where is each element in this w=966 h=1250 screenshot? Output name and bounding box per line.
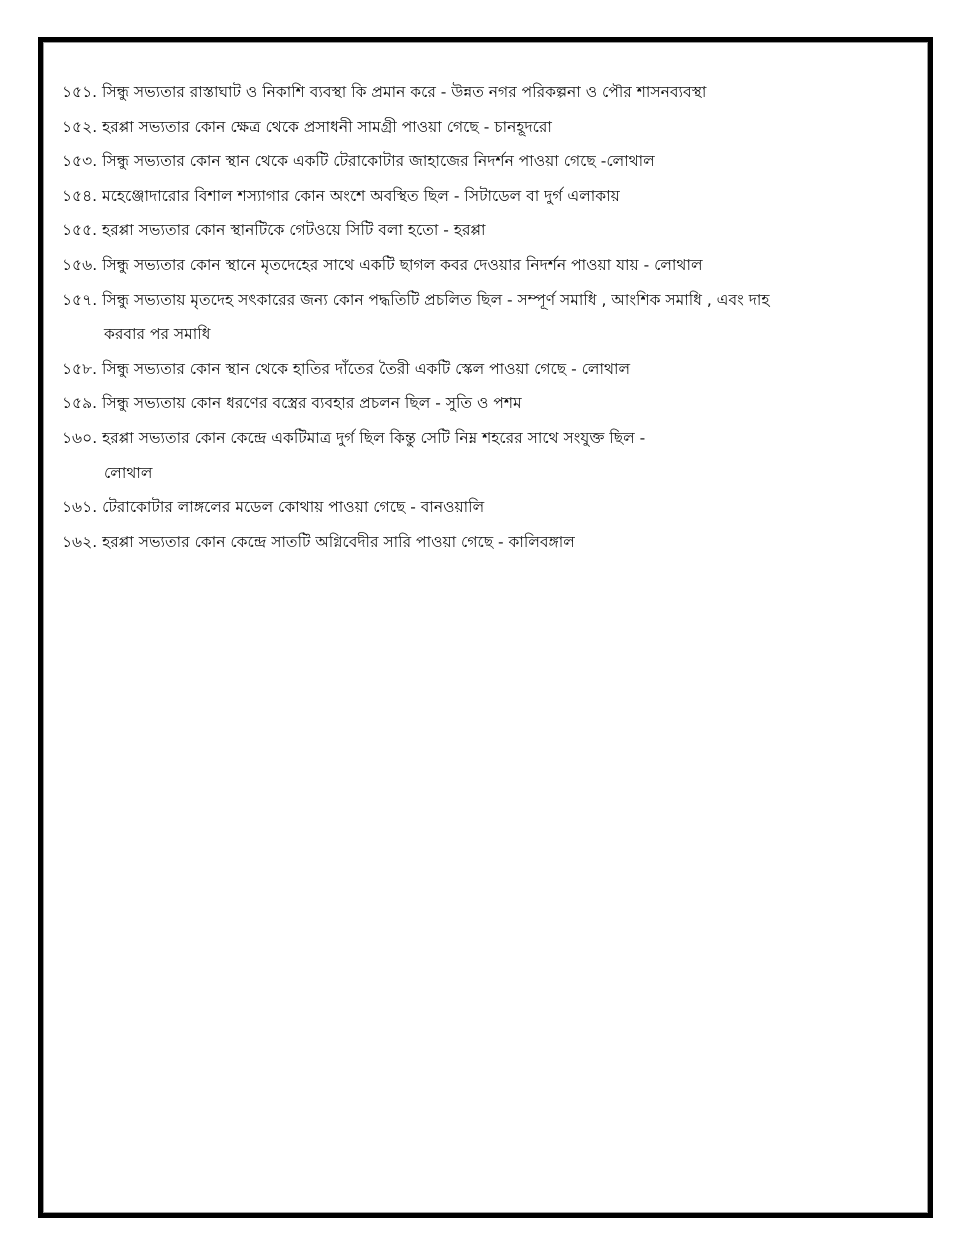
list-item <box>62 75 902 110</box>
list-item <box>62 179 902 214</box>
list-item <box>62 283 902 352</box>
item-text-continuation: লোথাল <box>104 463 153 482</box>
list-item <box>62 386 902 421</box>
item-number: ১৫৭. <box>62 290 98 309</box>
item-number: ১৬২. <box>62 532 98 551</box>
item-text: সিন্ধু সভ্যতার কোন স্থান থেকে হাতির দাঁতের তৈরী একটি স্কেল পাওয়া গেছে - লোথাল <box>102 359 631 378</box>
list-item <box>62 525 902 560</box>
item-number: ১৫৪. <box>62 186 98 205</box>
item-text: টেরাকোটার লাঙ্গলের মডেল কোথায় পাওয়া গেছে - বানওয়ালি <box>102 498 485 517</box>
item-number: ১৫১. <box>62 83 98 101</box>
item-number: ১৫৫. <box>62 221 98 240</box>
list-item <box>62 144 902 179</box>
list-item <box>62 248 902 283</box>
item-text: সিন্ধু সভ্যতার কোন স্থানে মৃতদেহের সাথে একটি ছাগল কবর দেওয়ার নিদর্শন পাওয়া যায় - লোথাল <box>102 255 703 274</box>
item-text: সিন্ধু সভ্যতার কোন স্থান থেকে একটি টেরাকোটার জাহাজের নিদর্শন পাওয়া গেছে -লোথাল <box>102 152 655 171</box>
list-item <box>62 110 902 145</box>
item-number: ১৫৮. <box>62 359 98 378</box>
item-text: হরপ্পা সভ্যতার কোন কেন্দ্রে সাতটি অগ্নিবেদীর সারি পাওয়া গেছে - কালিবঙ্গাল <box>102 532 575 551</box>
item-number: ১৬১. <box>62 498 98 517</box>
list-item <box>62 490 902 525</box>
item-number: ১৫২. <box>62 117 98 136</box>
list-item <box>62 421 902 490</box>
item-text-continuation: করবার পর সমাধি <box>104 325 211 344</box>
item-text: সিন্ধু সভ্যতায় কোন ধরণের বস্ত্রের ব্যবহার প্রচলন ছিল - সুতি ও পশম <box>102 394 522 413</box>
item-text: হরপ্পা সভ্যতার কোন ক্ষেত্র থেকে প্রসাধনী সামগ্রী পাওয়া গেছে - চানহূদরো <box>102 117 552 136</box>
item-text: হরপ্পা সভ্যতার কোন কেন্দ্রে একটিমাত্র দুর্গ ছিল কিন্তু সেটি নিম্ন শহরের সাথে সংযুক্ত ছিল - <box>102 428 646 447</box>
list-item <box>62 213 902 248</box>
question-answer-list <box>62 75 902 559</box>
item-number: ১৫৩. <box>62 152 98 171</box>
item-text: সিন্ধু সভ্যতায় মৃতদেহ সৎকারের জন্য কোন পদ্ধতিটি প্রচলিত ছিল - সম্পূর্ণ সমাধি , আংশিক সমাধি , এবং দাহ <box>102 290 770 309</box>
item-text: মহেঞ্জোদারোর বিশাল শস্যাগার কোন অংশে অবস্থিত ছিল - সিটাডেল বা দুর্গ এলাকায় <box>102 186 620 205</box>
list-item <box>62 352 902 387</box>
item-number: ১৬০. <box>62 428 98 447</box>
item-number: ১৫৬. <box>62 255 98 274</box>
item-text: সিন্ধু সভ্যতার রাস্তাঘাট ও নিকাশি ব্যবস্থা কি প্রমান করে - উন্নত নগর পরিকল্পনা ও পৌর শাসনব্যবস্থা <box>102 83 707 101</box>
item-text: হরপ্পা সভ্যতার কোন স্থানটিকে গেটওয়ে সিটি বলা হতো - হরপ্পা <box>102 221 486 240</box>
item-number: ১৫৯. <box>62 394 98 413</box>
